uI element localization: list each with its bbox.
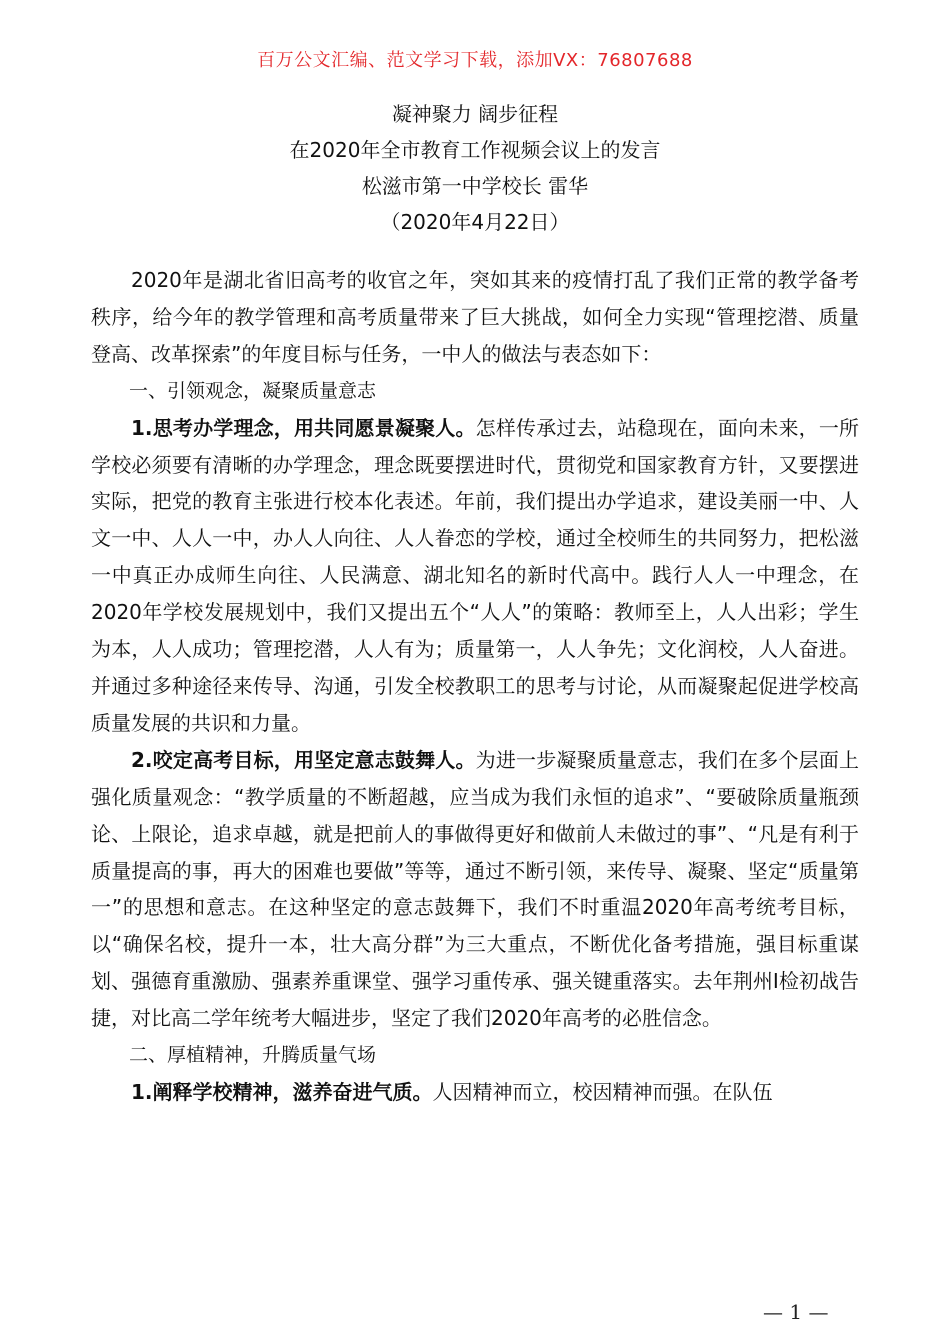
- main-title: 凝神聚力 阔步征程: [391, 102, 559, 126]
- document-body: [91, 262, 859, 1111]
- section-heading-2: 二、厚植精神，升腾质量气场: [129, 1044, 377, 1067]
- section-heading-1: 一、引领观念，凝聚质量意志: [129, 379, 377, 402]
- speaker-line: 松滋市第一中学校长 雷华: [361, 174, 589, 198]
- paragraph-text: 人因精神而立，校因精神而强。在队伍: [432, 1079, 773, 1104]
- subtitle: 在2020年全市教育工作视频会议上的发言: [289, 138, 661, 162]
- paragraph-text: 为进一步凝聚质量意志，我们在多个层面上强化质量观念：“教学质量的不断超越，应当成为我们永恒的追求”、“要破除质量瓶颈论、上限论，追求卓越，就是把前人的事做得更好和做前人未做过的事”、“凡是有利于质量提高的事，再大的困难也要做”等等，通过不断引领，来传导、凝聚、坚定“质量第一”的思想和意志。在这种坚定的意志鼓舞下，我们不时重温2020年高考统考目标，以“确保名校，提升一本，壮大高分群”为三大重点，不断优化备考措施，强目标重谋划、强德育重激励、强素养重课堂、强学习重传承、强关键重落实。去年荆州Ⅰ检初战告捷，对比高二学年统考大幅进步，坚定了我们2020年高考的必胜信念。: [91, 747, 860, 1031]
- paragraph-lead: 1.阐释学校精神，滋养奋进气质。: [131, 1079, 433, 1104]
- date-line: （2020年4月22日）: [380, 210, 570, 234]
- paragraph-1-2: [91, 742, 859, 1037]
- paragraph-1-1: [91, 410, 859, 742]
- paragraph-lead: 1.思考办学理念，用共同愿景凝聚人。: [131, 415, 476, 440]
- paragraph-lead: 2.咬定高考目标，用坚定意志鼓舞人。: [131, 747, 476, 772]
- paragraph-text: 怎样传承过去，站稳现在，面向未来，一所学校必须要有清晰的办学理念，理念既要摆进时代，贯彻党和国家教育方针，又要摆进实际，把党的教育主张进行校本化表述。年前，我们提出办学追求，建设美丽一中、人文一中、人人一中，办人人向往、人人眷恋的学校，通过全校师生的共同努力，把松滋一中真正办成师生向往、人民满意、湖北知名的新时代高中。践行人人一中理念，在2020年学校发展规划中，我们又提出五个“人人”的策略：教师至上，人人出彩；学生为本，人人成功；管理挖潜，人人有为；质量第一，人人争先；文化润校，人人奋进。并通过多种途径来传导、沟通，引发全校教职工的思考与讨论，从而凝聚起促进学校高质量发展的共识和力量。: [91, 415, 860, 735]
- title-block: [0, 96, 950, 240]
- paragraph-2-1: [91, 1074, 859, 1111]
- page-number: — 1 —: [763, 1300, 829, 1324]
- intro-paragraph: 2020年是湖北省旧高考的收官之年，突如其来的疫情打乱了我们正常的教学备考秩序，给今年的教学管理和高考质量带来了巨大挑战，如何全力实现“管理挖潜、质量登高、改革探索”的年度目标与任务，一中人的做法与表态如下：: [91, 268, 859, 366]
- header-ad-text: 百万公文汇编、范文学习下载，添加VX：76807688: [257, 50, 693, 71]
